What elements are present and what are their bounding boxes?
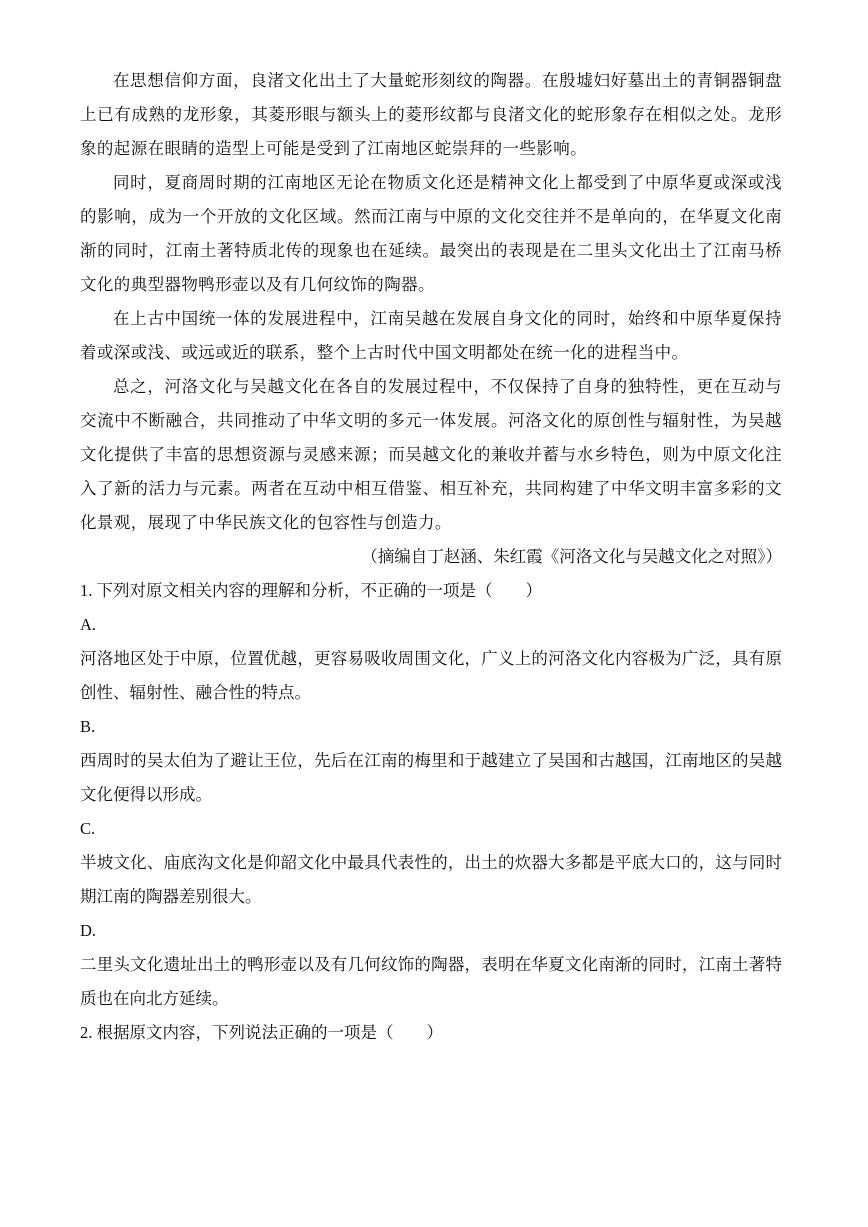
passage-paragraph-3: 在上古中国统一体的发展进程中，江南吴越在发展自身文化的同时，始终和中原华夏保持着或深或浅、或远或近的联系，整个上古时代中国文明都处在统一化的进程当中。 [80,309,782,362]
passage-paragraph-4: 总之，河洛文化与吴越文化在各自的发展过程中，不仅保持了自身的独特性，更在互动与交流中不断融合，共同推动了中华文明的多元一体发展。河洛文化的原创性与辐射性，为吴越文化提供了丰富的思想资源与灵感来源；而吴越文化的兼收并蓄与水乡特色，则为中原文化注入了新的活力与元素。两者在互动中相互借鉴、相互补充，共同构建了中华文明丰富多彩的文化景观，展现了中华民族文化的包容性与创造力。 [80,377,782,532]
passage-paragraph-2: 同时，夏商周时期的江南地区无论在物质文化还是精神文化上都受到了中原华夏或深或浅的影响，成为一个开放的文化区域。然而江南与中原的文化交往并不是单向的，在华夏文化南渐的同时，江南土著特质北传的现象也在延续。最突出的表现是在二里头文化出土了江南马桥文化的典型器物鸭形壶以及有几何纹饰的陶器。 [80,173,782,294]
question-1-stem: 1. 下列对原文相关内容的理解和分析，不正确的一项是（ ） [80,581,542,600]
option-a-text: 河洛地区处于中原，位置优越，更容易吸收周围文化，广义上的河洛文化内容极为广泛，具有原创性、辐射性、融合性的特点。 [80,649,782,702]
passage-paragraph-1: 在思想信仰方面，良渚文化出土了大量蛇形刻纹的陶器。在殷墟妇好墓出土的青铜器铜盘上已有成熟的龙形象，其菱形眼与额头上的菱形纹都与良渚文化的蛇形象存在相似之处。龙形象的起源在眼睛的造型上可能是受到了江南地区蛇崇拜的一些影响。 [80,71,782,158]
option-d-letter: D. [80,921,97,940]
option-c-letter: C. [80,819,96,838]
passage-source: （摘编自丁赵涵、朱红霞《河洛文化与吴越文化之对照》） [361,547,782,566]
option-b-letter: B. [80,717,96,736]
document-page [80,64,782,1050]
option-c-text: 半坡文化、庙底沟文化是仰韶文化中最具代表性的，出土的炊器大多都是平底大口的，这与同时期江南的陶器差别很大。 [80,853,782,906]
option-a-letter: A. [80,615,97,634]
question-2-stem: 2. 根据原文内容，下列说法正确的一项是（ ） [80,1023,443,1042]
option-d-text: 二里头文化遗址出土的鸭形壶以及有几何纹饰的陶器，表明在华夏文化南渐的同时，江南土著特质也在向北方延续。 [80,955,782,1008]
option-b-text: 西周时的吴太伯为了避让王位，先后在江南的梅里和于越建立了吴国和古越国，江南地区的吴越文化便得以形成。 [80,751,782,804]
